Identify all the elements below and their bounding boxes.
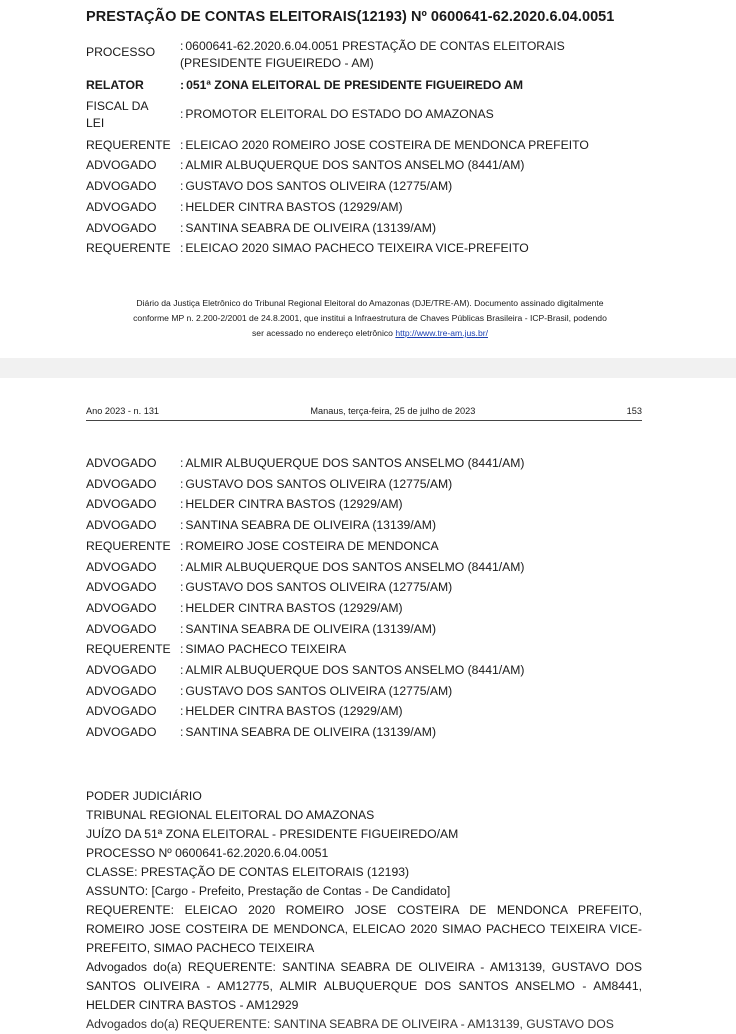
decision-line: ASSUNTO: [Cargo - Prefeito, Prestação de Contas - De Candidato] xyxy=(86,884,451,898)
row-value: : ALMIR ALBUQUERQUE DOS SANTOS ANSELMO (8441/AM) xyxy=(180,557,646,578)
detail-row xyxy=(86,598,646,619)
decision-advogados: Advogados do(a) REQUERENTE: SANTINA SEABRA DE OLIVEIRA - AM13139, GUSTAVO DOS SANTOS OLIVEIRA - AM12775, ALMIR ALBUQUERQUE DOS SANTOS ANSELMO - AM8441, HELDER CINTRA BASTOS - AM12929 xyxy=(86,960,642,1012)
row-value: : 051ª ZONA ELEITORAL DE PRESIDENTE FIGUEIREDO AM xyxy=(180,75,646,96)
row-label: ADVOGADO xyxy=(86,199,157,214)
row-label: ADVOGADO xyxy=(86,580,157,595)
row-value: : GUSTAVO DOS SANTOS OLIVEIRA (12775/AM) xyxy=(180,681,646,702)
detail-row xyxy=(86,453,646,474)
detail-row xyxy=(86,619,646,640)
edition-number: Ano 2023 - n. 131 xyxy=(86,406,160,416)
row-label: ADVOGADO xyxy=(86,663,157,678)
row-value: : GUSTAVO DOS SANTOS OLIVEIRA (12775/AM) xyxy=(180,577,646,598)
detail-row xyxy=(86,515,646,536)
row-label: ADVOGADO xyxy=(86,704,157,719)
row-value: : ALMIR ALBUQUERQUE DOS SANTOS ANSELMO (8441/AM) xyxy=(180,155,646,176)
decision-line: PROCESSO Nº 0600641-62.2020.6.04.0051 xyxy=(86,846,329,860)
detail-row xyxy=(86,218,646,239)
row-label: ADVOGADO xyxy=(86,559,157,574)
row-value: : ROMEIRO JOSE COSTEIRA DE MENDONCA xyxy=(180,536,646,557)
detail-row xyxy=(86,660,646,681)
row-value: : 0600641-62.2020.6.04.0051 PRESTAÇÃO DE CONTAS ELEITORAIS (PRESIDENTE FIGUEIREDO - AM) xyxy=(180,38,646,72)
row-value: : HELDER CINTRA BASTOS (12929/AM) xyxy=(180,197,646,218)
row-label: PROCESSO xyxy=(86,45,156,59)
detail-row xyxy=(86,639,646,660)
row-value: : HELDER CINTRA BASTOS (12929/AM) xyxy=(180,701,646,722)
detail-row xyxy=(86,557,646,578)
row-label: ADVOGADO xyxy=(86,725,157,740)
detail-row xyxy=(86,197,646,218)
row-value: : HELDER CINTRA BASTOS (12929/AM) xyxy=(180,494,646,515)
row-value: : ELEICAO 2020 SIMAO PACHECO TEIXEIRA VICE-PREFEITO xyxy=(180,238,646,259)
detail-row xyxy=(86,722,646,743)
row-value: : SANTINA SEABRA DE OLIVEIRA (13139/AM) xyxy=(180,218,646,239)
row-label: REQUERENTE xyxy=(86,241,171,256)
row-label: RELATOR xyxy=(86,78,144,92)
running-header xyxy=(86,406,642,421)
page-footer-note xyxy=(80,296,660,341)
detail-row-fiscal xyxy=(86,96,646,135)
decision-line: PODER JUDICIÁRIO xyxy=(86,789,202,803)
row-value: : SANTINA SEABRA DE OLIVEIRA (13139/AM) xyxy=(180,722,646,743)
publication-date: Manaus, terça-feira, 25 de julho de 2023 xyxy=(310,406,476,416)
row-value: : SANTINA SEABRA DE OLIVEIRA (13139/AM) xyxy=(180,515,646,536)
row-value: : SIMAO PACHECO TEIXEIRA xyxy=(180,639,646,660)
detail-row xyxy=(86,536,646,557)
page-number: 153 xyxy=(626,406,642,416)
row-value: : GUSTAVO DOS SANTOS OLIVEIRA (12775/AM) xyxy=(180,176,646,197)
row-value: : HELDER CINTRA BASTOS (12929/AM) xyxy=(180,598,646,619)
row-value: : ALMIR ALBUQUERQUE DOS SANTOS ANSELMO (8441/AM) xyxy=(180,660,646,681)
page-title: PRESTAÇÃO DE CONTAS ELEITORAIS(12193) Nº 0600641-62.2020.6.04.0051 xyxy=(86,9,615,25)
row-label: ADVOGADO xyxy=(86,683,157,698)
row-label: ADVOGADO xyxy=(86,497,157,512)
decision-line: CLASSE: PRESTAÇÃO DE CONTAS ELEITORAIS (12193) xyxy=(86,865,410,879)
row-label: ADVOGADO xyxy=(86,621,157,636)
row-label: REQUERENTE xyxy=(86,642,171,657)
decision-text xyxy=(86,787,642,1034)
decision-line: JUÍZO DA 51ª ZONA ELEITORAL - PRESIDENTE FIGUEIREDO/AM xyxy=(86,827,459,841)
row-label: ADVOGADO xyxy=(86,179,157,194)
top-page xyxy=(0,0,736,358)
detail-row xyxy=(86,681,646,702)
footer-line-with-link xyxy=(80,326,660,341)
page-separator xyxy=(0,358,736,378)
row-label: ADVOGADO xyxy=(86,476,157,491)
row-value: : ELEICAO 2020 ROMEIRO JOSE COSTEIRA DE MENDONCA PREFEITO xyxy=(180,135,646,156)
row-label: ADVOGADO xyxy=(86,456,157,470)
footer-line: ser acessado no endereço eletrônico xyxy=(252,328,393,338)
detail-row xyxy=(86,155,646,176)
detail-row xyxy=(86,135,646,156)
row-value: : SANTINA SEABRA DE OLIVEIRA (13139/AM) xyxy=(180,619,646,640)
row-label: REQUERENTE xyxy=(86,538,171,553)
detail-row xyxy=(86,701,646,722)
detail-row-processo xyxy=(86,36,646,75)
bottom-page xyxy=(0,378,736,1031)
decision-requerente: REQUERENTE: ELEICAO 2020 ROMEIRO JOSE COSTEIRA DE MENDONCA PREFEITO, ROMEIRO JOSE COSTEIRA DE MENDONCA, ELEICAO 2020 SIMAO PACHECO TEIXEIRA VICE-PREFEITO, SIMAO PACHECO TEIXEIRA xyxy=(86,903,642,955)
party-list xyxy=(86,453,646,743)
detail-row xyxy=(86,494,646,515)
detail-row xyxy=(86,238,646,259)
row-label: ADVOGADO xyxy=(86,600,157,615)
row-label: FISCAL DA LEI xyxy=(86,98,148,130)
detail-row-relator xyxy=(86,75,646,96)
footer-link[interactable]: http://www.tre-am.jus.br/ xyxy=(395,328,488,338)
decision-line: TRIBUNAL REGIONAL ELEITORAL DO AMAZONAS xyxy=(86,808,375,822)
footer-line: conforme MP n. 2.200-2/2001 de 24.8.2001, que institui a Infraestrutura de Chaves Públicas Brasileira - ICP-Brasil, podendo xyxy=(133,313,607,323)
detail-row xyxy=(86,176,646,197)
row-value: : ALMIR ALBUQUERQUE DOS SANTOS ANSELMO (8441/AM) xyxy=(180,453,646,474)
row-value: : PROMOTOR ELEITORAL DO ESTADO DO AMAZONAS xyxy=(180,98,646,132)
row-label: ADVOGADO xyxy=(86,158,157,173)
footer-line: Diário da Justiça Eletrônico do Tribunal Regional Eleitoral do Amazonas (DJE/TRE-AM). Documento assinado digitalmente xyxy=(136,298,604,308)
process-details xyxy=(86,36,646,259)
row-label: ADVOGADO xyxy=(86,220,157,235)
row-label: ADVOGADO xyxy=(86,518,157,533)
detail-row xyxy=(86,577,646,598)
decision-advogados: Advogados do(a) REQUERENTE: SANTINA SEABRA DE OLIVEIRA - AM13139, GUSTAVO DOS xyxy=(86,1017,614,1031)
row-label: REQUERENTE xyxy=(86,137,171,152)
detail-row xyxy=(86,474,646,495)
row-value: : GUSTAVO DOS SANTOS OLIVEIRA (12775/AM) xyxy=(180,474,646,495)
